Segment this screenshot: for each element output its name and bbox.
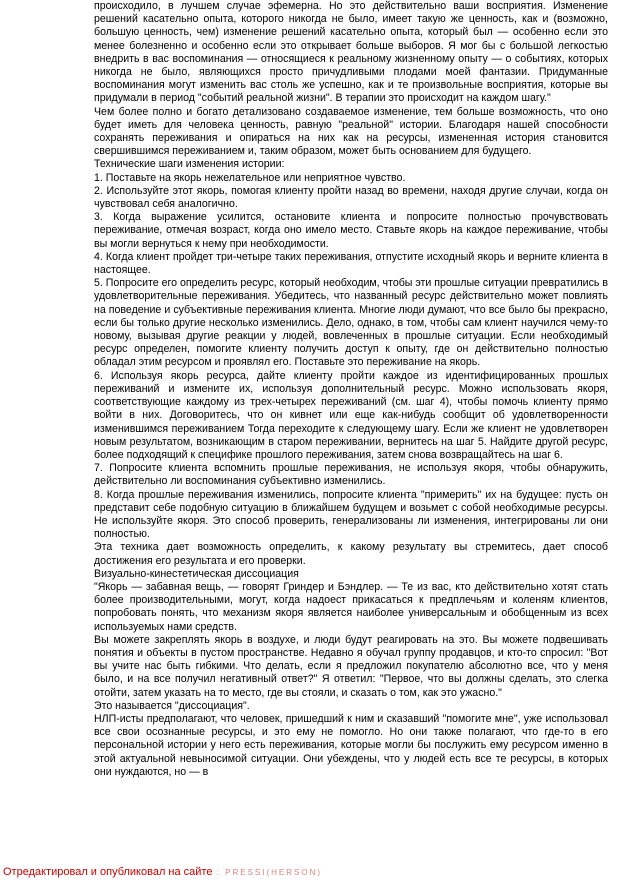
step-4: 4. Когда клиент пройдет три-четыре таких переживания, отпустите исходный якорь и верните клиента в настоящее. (94, 250, 608, 277)
dissociation-line: Это называется "диссоциация". (94, 699, 250, 712)
step-6: 6. Используя якорь ресурса, дайте клиенту пройти каждое из идентифицированных прошлых переживаний и измените их, используя дополнительный ресурс. Можно использовать якоря, соответствующие каждому из трех-четырех переживаний (см. шаг 4), чтобы помочь клиенту прямо войти в них. Договоритесь, что он кивнет или еще как-нибудь сообщит об удовлетворенности изменившимся переживанием Тогда переходите к следующему шагу. Если же клиент не удовлетворен новым результатом, возникающим в старом переживании, вернитесь на шаг 5. Найдите другой ресурс, более подходящий к специфике прошлого переживания, затем снова возвращайтесь на шаг 6. (94, 369, 608, 461)
step-1: 1. Поставьте на якорь нежелательное или неприятное чувство. (94, 171, 406, 184)
paragraph-1: происходило, в лучшем случае эфемерна. Но это действительно ваши восприятия. Изменение решений касательно опыта, которого никогда не было, имеет такую же ценность, как и (возможно, большую ценность, чем) изменение решений касательно опыта, который был — особенно если это менее болезненно и особенно если это открывает больше выборов. Я мог бы с большой легкостью внедрить в вас воспоминания — относящиеся к реальному жизненному опыту — о событиях, которых никогда не было, являющихся просто причудливыми плодами моей фантазии. Придуманные воспоминания могут изменить вас столь же успешно, как и те произвольные восприятия, которые вы придумали в период "событий реальной жизни". В терапии это происходит на каждом шагу." (94, 0, 608, 105)
steps-heading: Технические шаги изменения истории: (94, 158, 285, 171)
paragraph-final: НЛП-исты предполагают, что человек, пришедший к ним и сказавший "помогите мне", уже использовал все свои осознанные ресурсы, и это ему не помогло. Но они также полагают, что где-то в его персональной истории у него есть переживания, которые могли бы послужить ему ресурсом именно в этой актуальной невыносимой ситуации. Они убеждены, что у людей есть все те ресурсы, в которых они нуждаются, но — в (94, 712, 608, 778)
footer-credit (3, 866, 603, 879)
footer-site-link[interactable]: PRESSI(HERSON) (225, 868, 323, 877)
step-8: 8. Когда прошлые переживания изменились, попросите клиента "примерить" их на будущее: пусть он представит себе подобную ситуацию в ближайшем будущем и возьмет с собой необходимые ресурсы. Не используйте якоря. Это способ проверить, генерализованы ли изменения, интегрированы ли они полностью. (94, 488, 608, 541)
quote-paragraph-1: "Якорь — забавная вещь, — говорят Гриндер и Бэндлер. — Те из вас, кто действительно хотят стать более производительными, могут, когда надоест прикасаться к предплечьям и коленям клиентов, попробовать понять, что механизм якоря является наиболее универсальным и обобщенным из всех используемых нами средств. (94, 580, 608, 633)
footer-text: Отредактировал и опубликовал на сайте (3, 866, 213, 878)
footer-colon: : (212, 868, 226, 877)
step-5: 5. Попросите его определить ресурс, который необходим, чтобы эти прошлые ситуации превратились в удовлетворительные переживания. Убедитесь, что названный ресурс действительно может повлиять на поведение и субъективные переживания клиента. Многие люди думают, что все было бы прекрасно, если бы только другие несколько изменились. Дело, однако, в том, чтобы сам клиент научился чему-то новому, вызывая другие реакции у людей, вовлеченных в прошлые ситуации. Если необходимый ресурс определен, помогите клиенту получить доступ к опыту, где он действительно полностью обладал этим ресурсом и проявлял его. Поставьте это переживание на якорь. (94, 277, 608, 369)
section-heading: Визуально-кинестетическая диссоциация (94, 567, 299, 580)
step-3: 3. Когда выражение усилится, остановите клиента и попросите полностью прочувствовать переживание, отмечая возраст, когда оно имело место. Ставьте якорь на каждое переживание, чтобы вы могли вернуться к нему при необходимости. (94, 211, 608, 250)
quote-paragraph-2: Вы можете закреплять якорь в воздухе, и люди будут реагировать на это. Вы можете подвешивать понятия и объекты в пустом пространстве. Недавно я обучал группу продавцов, и кто-то спросил: "Вот вы учите нас быть гибкими. Что делать, если я предложил покупателю абсолютно все, что у меня было, и на все получил негативный ответ?" Я ответил: "Первое, что вы должны сделать, это слегка отойти, затем указать на то место, где вы стояли, и сказать о том, как это ужасно." (94, 633, 608, 699)
document-body (94, 0, 608, 779)
step-7: 7. Попросите клиента вспомнить прошлые переживания, не используя якоря, чтобы обнаружить, действительно ли воспоминания субъективно изменились. (94, 462, 608, 488)
paragraph-2: Чем более полно и богато детализовано создаваемое изменение, тем больше возможность, что оно будет иметь для человека ценность, равную "реальной" истории. Благодаря нашей способности сохранять переживания и опираться на них как на ресурсы, измененная история становится свершившимся переживанием и, таким образом, может быть основанием для будущего. (94, 105, 608, 158)
technique-summary: Эта техника дает возможность определить, к какому результату вы стремитесь, дает способ достижения его результата и его проверки. (94, 541, 608, 567)
step-2: 2. Используйте этот якорь, помогая клиенту пройти назад во времени, находя другие случаи, когда он чувствовал себя аналогично. (94, 184, 608, 211)
